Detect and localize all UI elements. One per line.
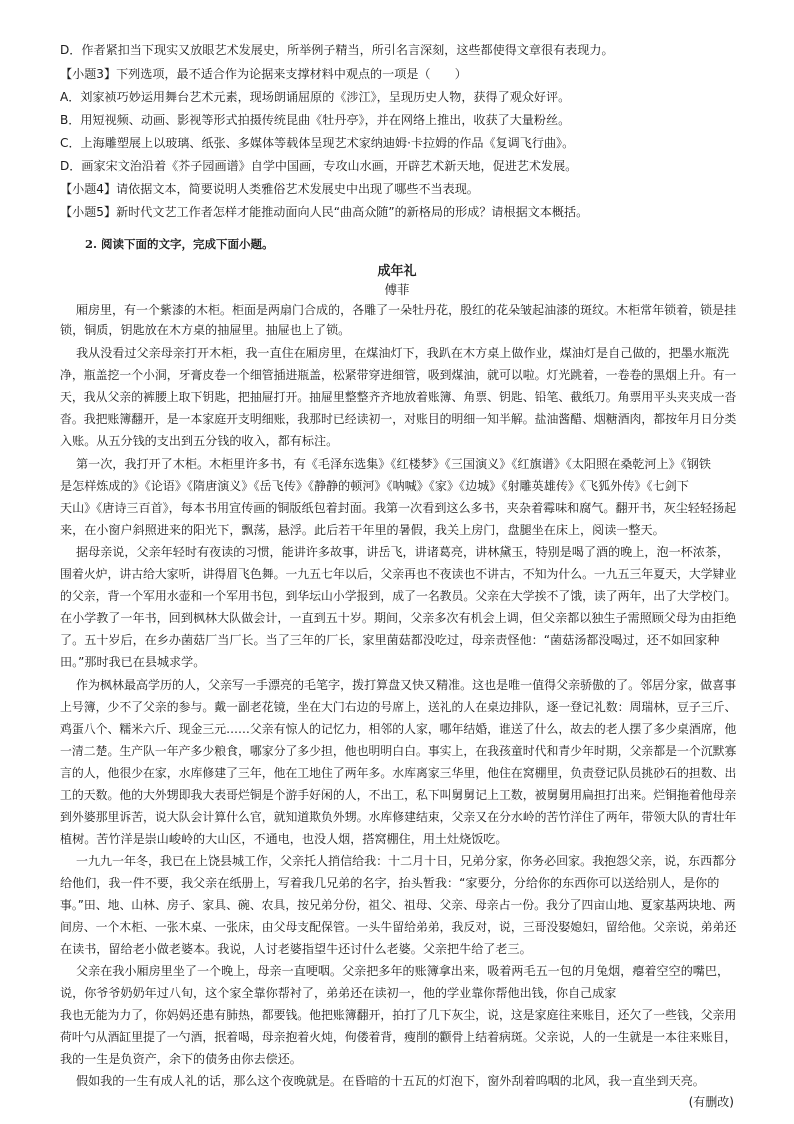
question-heading: 2. 阅读下面的文字，完成下面小题。: [85, 237, 274, 251]
body-line: 了。五十岁后，在乡办菌菇厂当厂长。当了三年的厂长，家里菌菇都没吃过，母亲责怪他：“菌菇汤都没喝过，还不如回家种: [60, 633, 720, 647]
body-line: 间房、一个木柜、一张木桌、一张床，由父母支配保管。一头牛留给弟弟，我反对，说，三哥没娶媳妇，留给他。父亲说，弟弟还: [60, 920, 737, 934]
question-3: 【小题3】下列选项，最不适合作为论据来支撑材料中观点的一项是（ ）: [60, 67, 467, 81]
body-line: 我从没看过父亲母亲打开木柜，我一直住在厢房里，在煤油灯下，我趴在木方桌上做作业，煤油灯是自己做的，把墨水瓶洗: [76, 346, 730, 360]
body-line: 来，在小窗户斜照进来的阳光下，飘荡，悬浮。此后若干年里的暑假，我关上房门，盘腿坐在床上，阅读一整天。: [60, 523, 665, 537]
edit-note: (有删改): [688, 1095, 734, 1109]
body-line: 据母亲说，父亲年轻时有夜读的习惯，能讲许多故事，讲岳飞，讲诸葛亮，讲林黛玉，特别是喝了酒的晚上，泡一杯浓茶，: [76, 545, 730, 559]
body-line: 我也无能为力了，你妈妈还患有肺热，都要钱。他把账簿翻开，拍打了几下灰尘，说，这是家庭往来账目，还欠了一些钱，父亲用: [60, 1008, 737, 1022]
body-line: 在小学教了一年书，回到枫林大队做会计，一直到五十岁。期间，父亲多次有机会上调，但父亲都以独生子需照顾父母为由拒绝: [60, 611, 737, 625]
body-line: 父亲在我小厢房里坐了一个晚上，母亲一直哽咽。父亲把多年的账簿拿出来，吸着两毛五一包的月兔烟，瘪着空空的嘴巴，: [76, 964, 730, 978]
option-a: A．刘家祯巧妙运用舞台艺术元素，现场朗诵屈原的《涉江》，呈现历史人物，获得了观众好评。: [60, 90, 571, 104]
body-line: 上号簿，少不了父亲的参与。戴一副老花镜，坐在大门右边的号席上，送礼的人在桌边排队，逐一登记礼数：周瑞林，豆子三斤、: [60, 700, 737, 714]
body-line: 到外婆那里诉苦，说大队会计算什么官，就知道欺负外甥。水库修建结束，父亲又在分水岭的苦竹洋住了两年，带领大队的青壮年: [60, 810, 737, 824]
body-line: 事。”田、地、山林、房子、家具、碗、农具，按兄弟分份，祖父、祖母、父亲、母亲占一份。我分了四亩山地、夏家基两块地、两: [60, 898, 736, 912]
body-line: 植树。苦竹洋是崇山峻岭的大山区，不通电，也没人烟，搭窝棚住，用土灶烧饭吃。: [60, 832, 508, 846]
body-line: 天山》《唐诗三百首》，每本书用宣传画的铜版纸包着封面。我第一次看到这么多书，夹杂着霉味和腐气。翻开书，灰尘轻轻扬起: [60, 501, 737, 515]
body-line: 田。”那时我已在县城求学。: [60, 655, 206, 669]
body-line: 围着火炉，讲古给大家听，讲得眉飞色舞。一九五七年以后，父亲再也不夜读也不讲古，不知为什么。一九五三年夏天，大学肄业: [60, 567, 737, 581]
option-d: D．画家宋文治沿着《芥子园画谱》自学中国画，专攻山水画，开辟艺术新天地，促进艺术发展。: [60, 159, 578, 173]
body-line: 给他们，我一件不要，我父亲在纸册上，写着我几兄弟的名字，抬头暂我：“家要分，分给你的东西你可以送给别人，是你的: [60, 876, 720, 890]
question-4: 【小题4】请依据文本，简要说明人类雅俗艺术发展史中出现了哪些不当表现。: [60, 182, 479, 196]
body-line: 沓。我把账簿翻开，是一本家庭开支明细账，我那时已经读初一，对账目的明细一知半解。盐油酱醋、烟糖酒肉，都按年月日分类: [60, 412, 737, 426]
article-title: 成年礼: [377, 264, 417, 279]
body-line: 在读书，留给老小做老婆本。我说，人讨老婆指望牛还讨什么老婆。父亲把牛给了老三。: [60, 942, 532, 956]
option-b: B．用短视频、动画、影视等形式拍摄传统昆曲《牡丹亭》，并在网络上推出，收获了大量粉丝。: [60, 113, 571, 127]
body-line: 鸡蛋八个、糯米六斤、现金三元……父亲有惊人的记忆力，相邻的人家，哪年结婚，谁送了什么，故去的老人摆了多少桌酒席，他: [60, 722, 737, 736]
body-line: 一九九一年冬，我已在上饶县城工作，父亲托人捎信给我：十二月十日，兄弟分家，你务必回家。我抱怨父亲，说，东西都分: [76, 854, 737, 868]
body-line: 作为枫林最高学历的人，父亲写一手漂亮的毛笔字，拨打算盘又快又精准。这也是唯一值得父亲骄傲的了。邻居分家，做喜事: [76, 678, 737, 692]
body-line: 天，我从父亲的裤腰上取下钥匙，把抽屉打开。抽屉里整整齐齐地放着账簿、角票、钥匙、铅笔、截纸刀。角票用平头夹夹成一沓: [60, 390, 737, 404]
question-5: 【小题5】新时代文艺工作者怎样才能推动面向人民“曲高众随”的新格局的形成？请根据文本概括。: [60, 205, 589, 219]
body-line: 荷叶勺从酒缸里提了一勺酒，抿着喝，母亲抱着火炖，佝偻着背，瘦削的颧骨上结着病斑。父亲说，人的一生就是一本往来账目，: [60, 1030, 737, 1044]
body-line: 是怎样炼成的》《论语》《隋唐演义》《岳飞传》《静静的顿河》《呐喊》《家》《边城》《射雕英雄传》《飞狐外传》《七剑下: [60, 479, 689, 493]
body-line: 的父亲，背一个军用水壶和一个军用书包，到华坛山小学报到，成了一名教员。父亲在大学挨不了饿，读了两年，出了大学校门。: [60, 589, 737, 603]
body-line: 一清二楚。生产队一年产多少粮食，哪家分了多少担，他也明明白白。事实上，在我孩童时代和青少年时期，父亲都是一个沉默寡: [60, 744, 737, 758]
body-line: 工的天数。他的大外甥即我大表哥烂铜是个游手好闲的人，不出工，私下叫舅舅记上工数，被舅舅用扁担打出来。烂铜拖着他母亲: [60, 788, 737, 802]
body-line: 锁，铜质，钥匙放在木方桌的抽屉里。抽屉也上了锁。: [60, 323, 351, 337]
body-line: 假如我的一生有成人礼的话，那么这个夜晚就是。在昏暗的十五瓦的灯泡下，窗外刮着呜咽的北风，我一直坐到天亮。: [76, 1074, 705, 1088]
body-line: 我的一生是负资产，余下的债务由你去偿还。: [60, 1052, 302, 1066]
body-line: 说，你爷爷奶奶年过八旬，这个家全靠你帮衬了，弟弟还在读初一，他的学业靠你帮他出钱，你自己成家: [60, 986, 617, 1000]
option-d-previous: D．作者紧扣当下现实又放眼艺术发展史，所举例子精当，所引名言深刻，这些都使得文章很有表现力。: [60, 43, 614, 57]
body-line: 言的人，他很少在家，水库修建了三年，他在工地住了两年多。水库离家三华里，他住在窝棚里，负责登记队员挑砂石的担数、出: [60, 766, 737, 780]
body-line: 第一次，我打开了木柜。木柜里许多书，有《毛泽东选集》《红楼梦》《三国演义》《红旗谱》《太阳照在桑乾河上》《钢铁: [76, 457, 711, 471]
body-line: 入账。从五分钱的支出到五分钱的收入，都有标注。: [60, 434, 339, 448]
option-c: C．上海雕塑展上以玻璃、纸张、多媒体等载体呈现艺术家纳迪姆·卡拉姆的作品《复调飞行曲》。: [60, 136, 575, 150]
body-line: 净，瓶盖挖一个小洞，牙膏皮卷一个细管插进瓶盖，松紧带穿进细管，吸到煤油，就可以啦。灯光跳着，一卷卷的黑烟上升。有一: [60, 368, 737, 382]
article-author: 傅菲: [384, 282, 410, 297]
body-line: 厢房里，有一个紫漆的木柜。柜面是两扇门合成的，各雕了一朵牡丹花，殷红的花朵皱起油漆的斑纹。木柜常年锁着，锁是挂: [76, 303, 737, 317]
